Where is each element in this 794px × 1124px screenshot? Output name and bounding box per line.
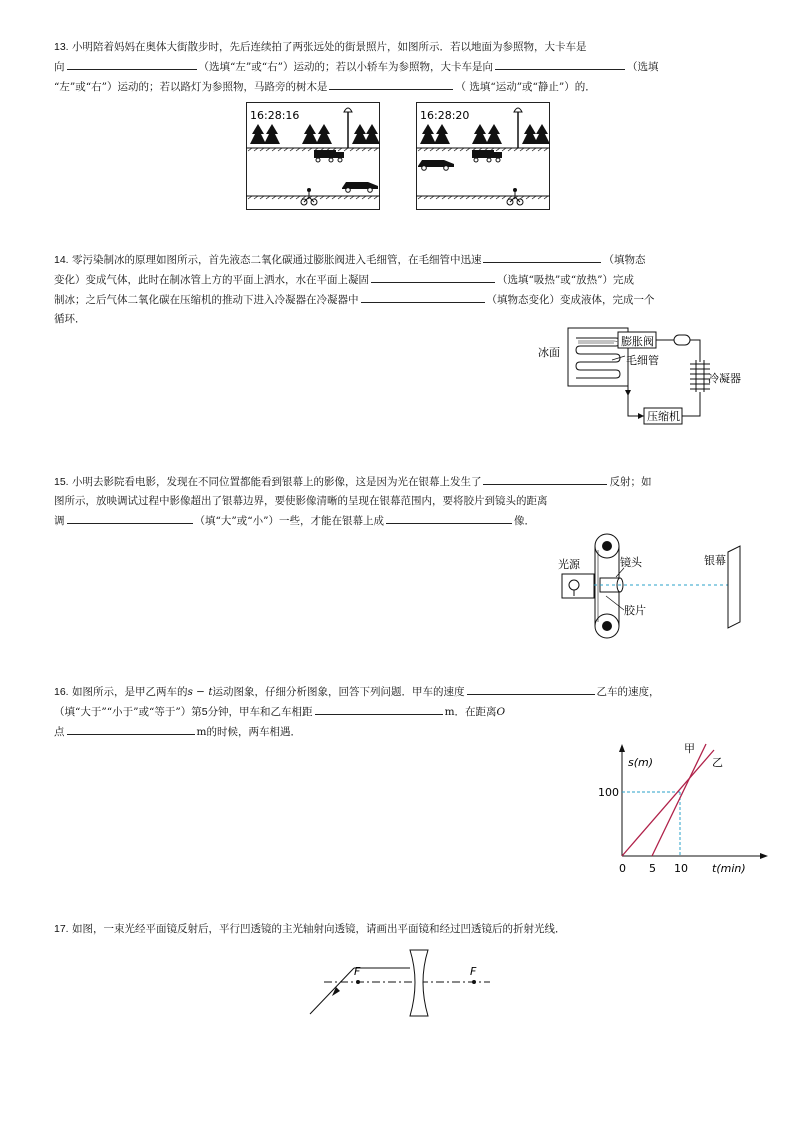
q16-line1-c: 运动图象，仔细分析图象，回答下列问题．甲车的速度 — [212, 686, 465, 698]
label-lens: 镜头 — [620, 556, 642, 569]
q14-line2-start: 变化）变成气体，此时在制冰管上方的平面上洒水，水在平面上凝固 — [54, 274, 369, 286]
answer-blank[interactable] — [483, 250, 601, 263]
question-number: 17. — [54, 923, 69, 935]
label-light-source: 光源 — [558, 558, 580, 571]
q16-line2-a: （填“大于”“小于”或“等于”）第 — [54, 706, 202, 718]
label-film: 胶片 — [624, 604, 646, 617]
answer-blank[interactable] — [67, 511, 193, 524]
line-yi — [652, 744, 706, 856]
answer-blank[interactable] — [361, 290, 485, 303]
question-number: 15. — [54, 476, 69, 488]
q16-origin-symbol: O — [496, 706, 506, 718]
ray-arrow-icon — [332, 987, 340, 996]
question-15 — [54, 472, 744, 531]
question-14 — [54, 250, 744, 329]
q16-line1-d: 乙车的速度， — [596, 686, 660, 698]
q16-line3-b: m的时候，两车相遇． — [196, 726, 301, 738]
q13-line2-end: （选填 — [626, 61, 659, 73]
tick-x-10: 10 — [674, 862, 688, 875]
screen-icon — [728, 546, 740, 628]
q14-line4: 循环． — [54, 313, 86, 325]
q15-line2: 图所示，放映调试过程中影像超出了银幕边界，要使影像清晰的呈现在银幕范围内，要将胶片到镜头的距离 — [54, 495, 548, 507]
q13-line1: 小明陪着妈妈在奥体大街散步时，先后连续拍了两张远处的街景照片，如图所示．若以地面为参照物，大卡车是 — [71, 41, 587, 53]
tick-x-0: 0 — [619, 862, 626, 875]
label-condenser: 冷凝器 — [708, 372, 741, 385]
focus-label-right: F — [470, 965, 477, 978]
y-axis-label: s(m) — [628, 756, 654, 769]
photo-timestamp: 16:28:20 — [420, 109, 470, 122]
answer-blank[interactable] — [467, 682, 595, 695]
flow-arrow-icon — [638, 413, 644, 419]
ice-making-diagram — [532, 322, 762, 434]
answer-blank[interactable] — [67, 57, 197, 70]
q15-line3-start: 调 — [54, 515, 65, 527]
q16-line2-d: m．在距离 — [444, 706, 497, 718]
q15-line1-end: 反射；如 — [609, 476, 652, 488]
q16-line3-a: 点 — [54, 726, 65, 738]
flow-arrow-icon — [625, 390, 631, 396]
q13-line3-start: “左”或“右”）运动的；若以路灯为参照物，马路旁的树木是 — [54, 81, 328, 93]
answer-blank[interactable] — [329, 77, 453, 90]
label-ice-surface: 冰面 — [538, 346, 560, 359]
q13-line2-mid: （选填“左”或“右”）运动的；若以小轿车为参照物，大卡车是向 — [198, 61, 493, 73]
q16-minute-number: 5 — [201, 706, 208, 718]
filter-icon — [674, 335, 690, 345]
q17-text: 如图，一束光经平面镜反射后，平行凹透镜的主光轴射向透镜，请画出平面镜和经过凹透镜后的折射光线． — [71, 923, 566, 935]
label-compressor: 压缩机 — [647, 410, 680, 423]
q14-line2-end: （选填“吸热”或“放热”）完成 — [497, 274, 634, 286]
answer-blank[interactable] — [315, 702, 443, 715]
q13-line3-end: （ 选填“运动”或“静止”）的． — [455, 81, 596, 93]
answer-blank[interactable] — [386, 511, 512, 524]
question-16 — [54, 682, 744, 742]
q15-line1-start: 小明去影院看电影，发现在不同位置都能看到银幕上的影像，这是因为光在银幕上发生了 — [71, 476, 482, 488]
q14-line1-start: 零污染制冰的原理如图所示，首先液态二氧化碳通过膨胀阀进入毛细管，在毛细管中迅速 — [71, 254, 482, 266]
question-13 — [54, 38, 744, 97]
concave-lens-diagram — [306, 944, 502, 1024]
x-axis-label: t(min) — [712, 862, 746, 875]
photo-timestamp: 16:28:16 — [250, 109, 300, 122]
label-screen: 银幕 — [704, 554, 726, 567]
question-number: 14. — [54, 254, 69, 266]
street-photo-1 — [246, 102, 380, 210]
s-t-graph — [588, 736, 778, 882]
tick-y-100: 100 — [598, 786, 619, 799]
q14-line3-end: （填物态变化）变成液体，完成一个 — [486, 294, 655, 306]
label-jia: 甲 — [684, 742, 695, 755]
street-photo-2 — [416, 102, 550, 210]
answer-blank[interactable] — [495, 57, 625, 70]
q15-line3-mid: （填“大”或“小”）一些，才能在银幕上成 — [194, 515, 384, 527]
focus-label-left: F — [354, 965, 361, 978]
label-capillary: 毛细管 — [626, 354, 659, 367]
tick-x-5: 5 — [649, 862, 656, 875]
q14-line3-start: 制冰；之后气体二氧化碳在压缩机的推动下进入冷凝器在冷凝器中 — [54, 294, 359, 306]
answer-blank[interactable] — [67, 722, 195, 735]
focal-point-right — [472, 980, 476, 984]
answer-blank[interactable] — [371, 270, 495, 283]
label-expansion-valve: 膨胀阀 — [621, 335, 654, 348]
concave-lens-icon — [410, 950, 428, 1016]
incident-ray — [310, 968, 354, 1014]
bulb-icon — [569, 580, 579, 590]
condenser-coil-icon — [690, 360, 710, 392]
q16-st-symbol: s − t — [187, 686, 213, 698]
question-17 — [54, 920, 744, 939]
q16-line2-c: 分钟，甲车和乙车相距 — [207, 706, 313, 718]
q13-line2-start: 向 — [54, 61, 65, 73]
question-number: 13. — [54, 41, 69, 53]
label-yi: 乙 — [712, 756, 723, 769]
q15-line3-end: 像． — [513, 515, 535, 527]
projector-diagram — [554, 530, 750, 642]
focal-point-left — [356, 980, 360, 984]
answer-blank[interactable] — [483, 472, 607, 485]
question-number: 16. — [54, 686, 69, 698]
q16-line1-a: 如图所示，是甲乙两车的 — [71, 686, 188, 698]
q14-line1-end: （填物态 — [603, 254, 646, 266]
